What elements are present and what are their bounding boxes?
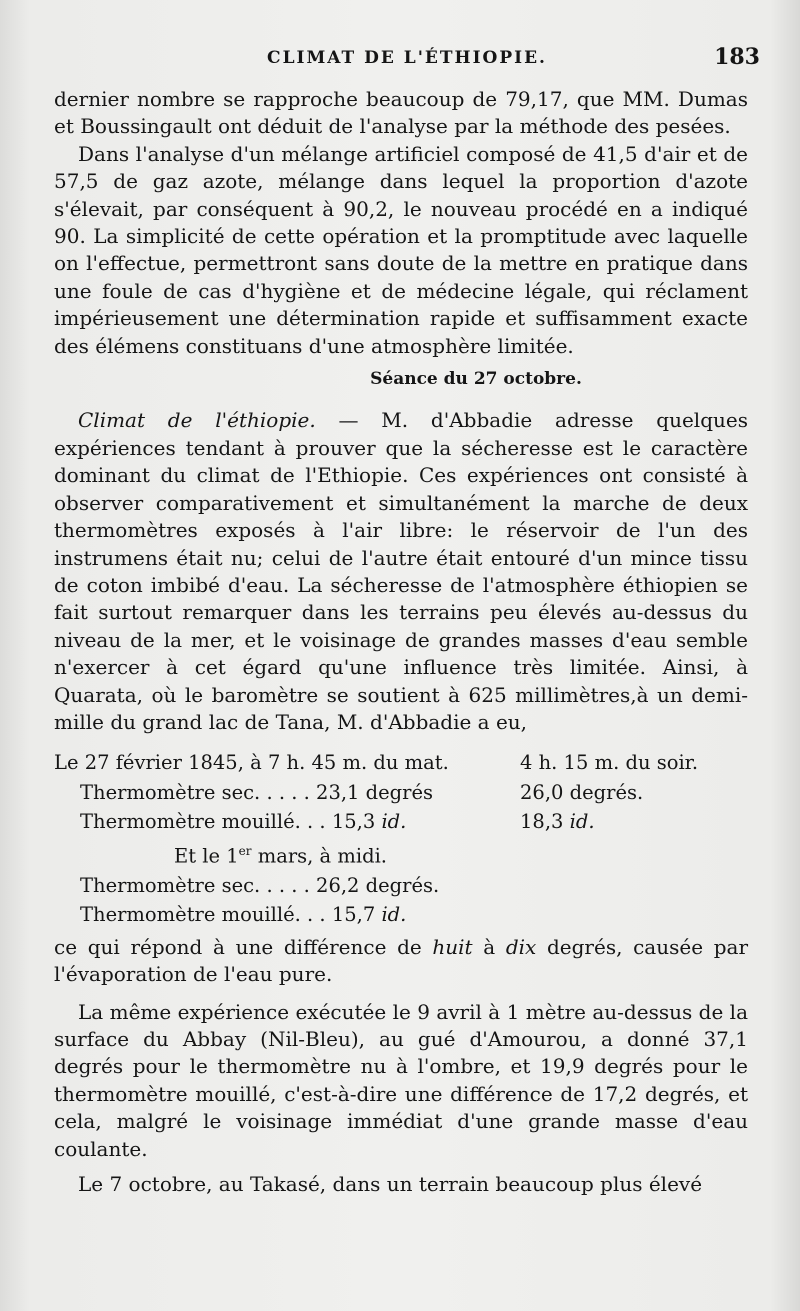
section-title: Climat de l'éthiopie. bbox=[78, 408, 316, 433]
table-cell: Thermomètre sec. . . . . 23,1 degrés bbox=[80, 780, 434, 804]
body-text bbox=[54, 86, 748, 1199]
p4-text: degrés, causée par l'évaporation de l'eau pure. bbox=[54, 934, 748, 987]
running-title: CLIMAT DE L'ÉTHIOPIE. bbox=[267, 48, 547, 68]
table-cell bbox=[54, 807, 510, 837]
table-row bbox=[54, 778, 748, 808]
cell-text: 18,3 bbox=[520, 810, 570, 834]
paragraph-2: Dans l'analyse d'un mélange artificiel composé de 41,5 d'air et de 57,5 de gaz azote, mélange dans lequel la proportion d'azote s'élevait, par conséquent à 90,2, le nouveau procédé en a indiqué 90. La simplicité de cette opération et la promptitude avec laquelle on l'effectue, permettront sans doute de la mettre en pratique dans une foule de cas d'hygiène et de médecine légale, qui réclament impérieusement une détermination rapide et suffisamment exacte des élémens constituans d'une atmosphère limitée. bbox=[54, 141, 748, 358]
table-cell: Thermomètre sec. . . . . 26,2 degrés. bbox=[80, 873, 440, 897]
midday-text: mars, à midi. bbox=[251, 844, 388, 868]
paragraph-4 bbox=[54, 934, 748, 989]
paragraph-3-body: M. d'Abbadie adresse quelques expériences tendant à prouver que la sécheresse est le caractère dominant du climat de l'Ethiopie. Ces expériences ont consisté à observer comparativement et simultanément la marche de deux thermomètres exposés à l'air libre: le réservoir de l'un des instrumens était nu; celui de l'autre était entouré d'un mince tissu de coton imbibé d'eau. La sécheresse de l'atmosphère éthiopien se fait surtout remarquer dans les terrains peu élevés au-dessus du niveau de la mer, et le voisinage de grandes masses d'eau semble n'exercer à cet égard qu'une influence très limitée. Ainsi, à Quarata, où le baromètre se soutient à 625 millimètres,à un demi-mille du grand lac de Tana, M. d'Abbadie a eu, bbox=[54, 408, 748, 734]
p4-text: ce qui répond à une différence de bbox=[54, 934, 433, 959]
cell-id: id. bbox=[381, 810, 407, 834]
table-row bbox=[54, 807, 748, 837]
cell-text: Thermomètre mouillé. . . 15,7 bbox=[80, 903, 382, 927]
table-cell: 4 h. 15 m. du soir. bbox=[520, 751, 699, 775]
paragraph-1: dernier nombre se rapproche beaucoup de 79,17, que MM. Dumas et Boussingault ont déduit de l'analyse par la méthode des pesées. bbox=[54, 87, 748, 139]
p4-emph: dix bbox=[505, 934, 537, 959]
table-row bbox=[54, 748, 748, 778]
table-row bbox=[54, 837, 748, 871]
table-cell: 26,0 degrés. bbox=[520, 780, 644, 804]
table-row bbox=[54, 871, 748, 901]
midday-text: Et le 1 bbox=[174, 844, 239, 868]
session-heading: Séance du 27 octobre. bbox=[370, 369, 582, 390]
midday-sup: er bbox=[238, 843, 252, 858]
table-cell bbox=[510, 807, 748, 837]
section-dash: — bbox=[315, 408, 382, 433]
page-header bbox=[54, 44, 760, 74]
table-row bbox=[54, 900, 748, 930]
midday-label bbox=[174, 837, 387, 871]
page-number: 183 bbox=[714, 44, 760, 70]
p4-text: à bbox=[472, 934, 506, 959]
paragraph-6: Le 7 octobre, au Takasé, dans un terrain beaucoup plus élevé bbox=[78, 1172, 703, 1197]
cell-id: id. bbox=[381, 903, 407, 927]
paragraph-5: La même expérience exécutée le 9 avril à 1 mètre au-dessus de la surface du Abbay (Nil-Bleu), au gué d'Amourou, a donné 37,1 degrés pour le thermomètre nu à l'ombre, et 19,9 degrés pour le thermomètre mouillé, c'est-à-dire une différence de 17,2 degrés, et cela, malgré le voisinage immédiat d'une grande masse d'eau coulante. bbox=[54, 999, 748, 1161]
cell-text: Thermomètre mouillé. . . 15,3 bbox=[80, 810, 382, 834]
thermometer-table bbox=[54, 748, 748, 930]
p4-emph: huit bbox=[432, 934, 473, 959]
table-cell: Le 27 février 1845, à 7 h. 45 m. du mat. bbox=[54, 751, 449, 775]
paragraph-3 bbox=[54, 407, 748, 736]
cell-id: id. bbox=[569, 810, 595, 834]
table-cell bbox=[54, 900, 510, 930]
